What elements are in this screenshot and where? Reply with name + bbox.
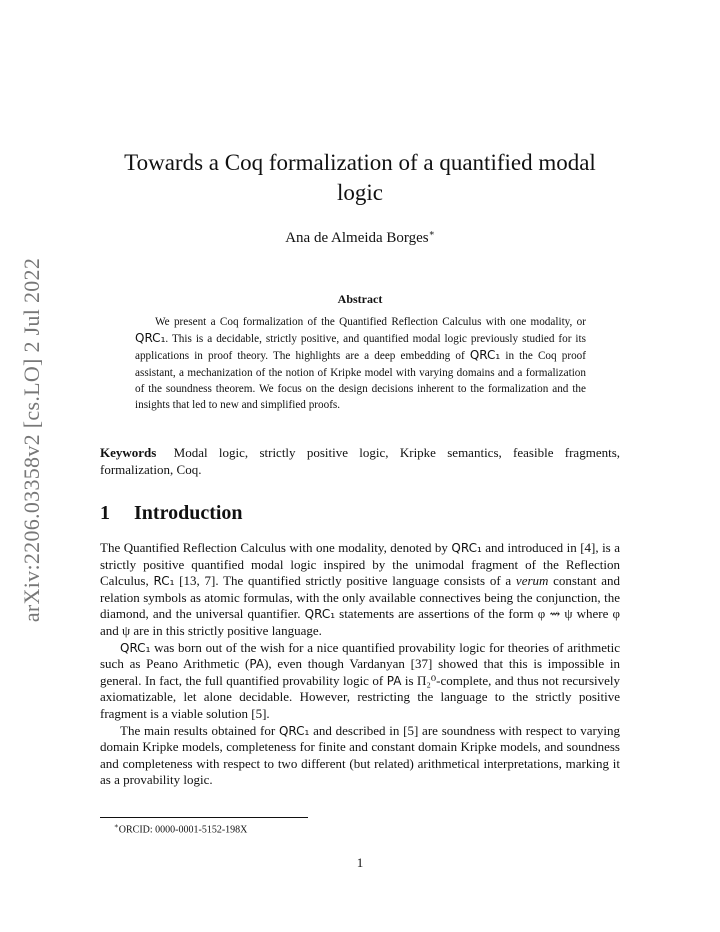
keywords-block — [100, 444, 620, 478]
text-span: RC₁ — [153, 574, 175, 589]
text-span: constant and relation symbols as atomic formulas, with the only available connectives being the conjunction, the diamond, and the universal quantifier. — [100, 573, 621, 622]
author-name: Ana de Almeida Borges — [285, 230, 429, 246]
text-span: PA — [249, 657, 265, 672]
text-span: and introduced in [4], is a strictly positive quantified modal logic inspired by the unimodal fragment of the Reflection Calculus, — [100, 540, 620, 589]
text-span: was born out of the wish for a nice quantified provability logic for theories of arithmetic such as Peano Arithmetic ( — [100, 639, 620, 672]
abstract-text — [135, 314, 586, 413]
author-line — [100, 228, 620, 247]
page-number: 1 — [356, 855, 364, 870]
text-span: The Quantified Reflection Calculus with one modality, denoted by — [100, 540, 452, 555]
text-span: QRC₁ — [451, 541, 482, 555]
text-span: is — [401, 672, 417, 688]
arxiv-sidebar — [12, 240, 52, 640]
footnote-rule — [100, 817, 308, 818]
paragraph-1 — [100, 540, 620, 640]
text-span: and described in [5] are soundness with respect to varying domain Kripke models, completeness for finite and constant domain Kripke models, and soundness and completeness with respect to two different (but related) arithmetical interpretations, marking it as a provability logic. — [100, 722, 620, 788]
text-span: [13, 7]. The quantified strictly positive language consists of a — [174, 573, 516, 589]
title-line-1: Towards a Coq formalization of a quantified modal — [124, 150, 596, 175]
abstract-span: in the Coq proof assistant, a mechanization of the notion of Kripke model with varying domains and a formalization of the soundness theorem. We focus on the design decisions inherent to the formalization and the insights that led to new and simplified proofs. — [135, 350, 586, 412]
text-span: ), even though Vardanyan [37] showed that this is impossible in general. In fact, the full quantified provability logic of — [100, 656, 620, 688]
keywords-label: Keywords — [100, 445, 157, 460]
text-span: verum — [515, 573, 549, 589]
footnote-text: ORCID: 0000-0001-5152-198X — [118, 824, 248, 836]
abstract-span: QRC₁ — [135, 331, 166, 346]
abstract-span: . This is a decidable, strictly positive, and quantified modal logic previously studied for its applications in proof theory. The highlights are a deep embedding of — [135, 333, 586, 363]
section-heading — [100, 502, 243, 525]
abstract-span: QRC₁ — [469, 348, 501, 363]
section-number: 1 — [100, 502, 110, 524]
footnote — [114, 822, 247, 835]
title-line-2: logic — [337, 180, 383, 205]
abstract-span: We present a Coq formalization of the Quantified Reflection Calculus with one modality, or — [155, 316, 586, 328]
paragraph-3 — [100, 723, 620, 789]
text-span: QRC₁ — [120, 640, 151, 655]
text-span: Π₂⁰ — [417, 672, 437, 688]
abstract-heading: Abstract — [337, 292, 383, 306]
text-span: QRC₁ — [304, 607, 336, 622]
text-span: QRC₁ — [278, 723, 310, 738]
paragraph-2 — [100, 640, 620, 723]
text-span: The main results obtained for — [120, 722, 279, 738]
paper-title — [100, 148, 620, 208]
footnote-mark: ∗ — [114, 822, 119, 830]
body-text — [100, 540, 620, 789]
section-title: Introduction — [134, 502, 243, 524]
arxiv-identifier: arXiv:2206.03358v2 [cs.LO] 2 Jul 2022 — [19, 257, 44, 623]
text-span: -complete, and thus not recursively axiomatizable, let alone decidable. However, restricting the language to the strictly positive fragment is a viable solution [5]. — [100, 672, 621, 721]
text-span: statements are assertions of the form φ ⇝ ψ where φ and ψ are in this strictly positive language. — [100, 606, 620, 638]
keywords-text: Modal logic, strictly positive logic, Kripke semantics, feasible fragments, formalization, Coq. — [100, 445, 621, 477]
text-span: PA — [386, 673, 402, 688]
author-footnote-mark: ∗ — [428, 228, 435, 238]
